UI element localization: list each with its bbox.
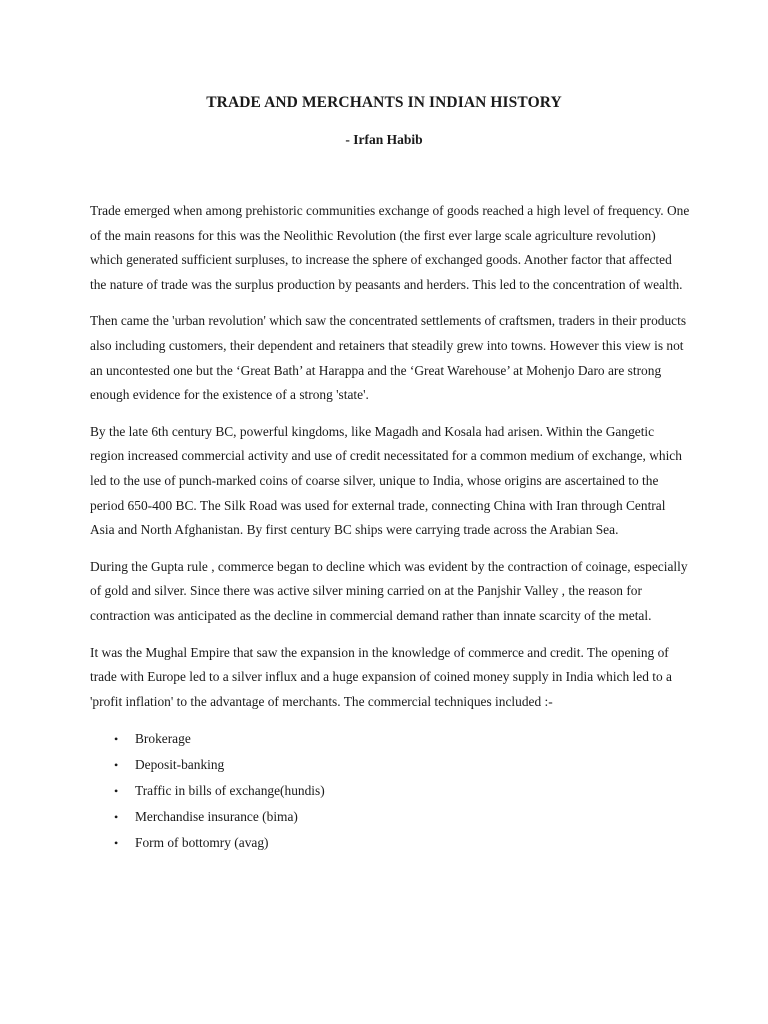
paragraph-gupta: During the Gupta rule , commerce began to decline which was evident by the contraction of coinage, especially of gold and silver. Since there was active silver mining carried on at the Panjshir Valley , the reason for contraction was anticipated as the decline in commercial demand rather than innate scarcity of the metal.	[90, 558, 688, 623]
bullet-icon: •	[114, 836, 119, 851]
list-item-text: Brokerage	[135, 731, 191, 747]
document-author: - Irfan Habib	[345, 132, 423, 147]
bullet-icon: •	[114, 758, 119, 773]
list-item	[90, 726, 690, 752]
list-item	[90, 778, 690, 804]
list-item-text: Traffic in bills of exchange(hundis)	[135, 783, 325, 799]
bullet-icon: •	[114, 784, 119, 799]
paragraph-neolithic: Trade emerged when among prehistoric communities exchange of goods reached a high level of frequency. One of the main reasons for this was the Neolithic Revolution (the first ever large scale agriculture revolution) which generated sufficient surpluses, to increase the sphere of exchanged goods. Another factor that affected the nature of trade was the surplus production by peasants and herders. This led to the concentration of wealth.	[90, 203, 690, 292]
paragraph-urban-revolution: Then came the 'urban revolution' which saw the concentrated settlements of craftsmen, traders in their products also including customers, their dependent and retainers that steadily grew into towns. However this view is not an uncontested one but the ‘Great Bath’ at Harappa and the ‘Great Warehouse’ at Mohenjo Daro are strong enough evidence for the existence of a strong 'state'.	[90, 313, 687, 403]
list-item-text: Deposit-banking	[135, 757, 225, 773]
commercial-techniques-list	[90, 726, 690, 856]
list-item	[90, 752, 690, 778]
paragraph-mughal: It was the Mughal Empire that saw the expansion in the knowledge of commerce and credit. The opening of trade with Europe led to a silver influx and a huge expansion of coined money supply in India which led to a 'profit inflation' to the advantage of merchants. The commercial techniques included :-	[90, 644, 672, 709]
bullet-icon: •	[114, 810, 119, 825]
list-item-text: Form of bottomry (avag)	[135, 835, 269, 851]
document-title: TRADE AND MERCHANTS IN INDIAN HISTORY	[206, 94, 562, 111]
document-body	[90, 199, 690, 856]
bullet-icon: •	[114, 732, 119, 747]
paragraph-kingdoms: By the late 6th century BC, powerful kingdoms, like Magadh and Kosala had arisen. Within the Gangetic region increased commercial activity and use of credit necessitated for a common medium of exchange, which led to the use of punch-marked coins of coarse silver, unique to India, whose origins are ascertained to the period 650-400 BC. The Silk Road was used for external trade, connecting China with Iran through Central Asia and North Afghanistan. By first century BC ships were carrying trade across the Arabian Sea.	[90, 423, 682, 538]
list-item-text: Merchandise insurance (bima)	[135, 809, 298, 825]
list-item	[90, 830, 690, 856]
list-item	[90, 804, 690, 830]
